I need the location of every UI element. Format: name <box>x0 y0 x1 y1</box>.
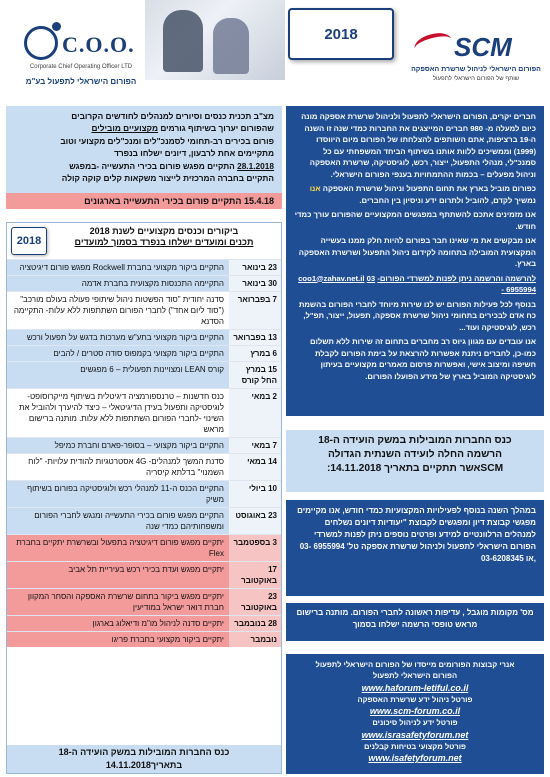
schedule-title: ביקורים וכנסים מקצועיים לשנת 2018 <box>89 226 239 236</box>
schedule-row-description: סדנה יחודית "סוד הפשטות ניהול שיתופי פעולה בעולם מורכב" ("סוד ליום אחד") לחברי הפורום השתתפות ללא עלות- התקיימה הסדנא <box>13 295 224 326</box>
coo-logo-circle-icon <box>24 26 58 60</box>
schedule-row-date: 30 בינואר <box>229 276 281 291</box>
schedule-footer <box>7 745 281 773</box>
schedule-row-date: 15 במרץ החל קורס <box>229 362 281 388</box>
schedule-rows <box>7 259 281 647</box>
header <box>0 0 550 100</box>
schedule-row-description: התקיים ביקור מקצועי בחברת Rockwell מפגש פורום דיגיטציה <box>7 260 229 275</box>
schedule-row <box>7 291 281 329</box>
schedule-row-description: התקיים ביקור מקצועי – בסופר-פארם וחברת כמיפל <box>7 438 229 453</box>
schedule-panel <box>6 222 282 774</box>
link-label: פורטל מקצועי בטיחות קבלנים <box>364 741 466 751</box>
intro-text: התקיים מפגש פורום בכירי התעשייה -במפגש <box>69 160 238 171</box>
intro-box <box>6 106 282 202</box>
scm-swoosh-icon <box>412 29 454 58</box>
schedule-row-date: 7 במאי <box>229 438 281 453</box>
schedule-row <box>7 534 281 561</box>
schedule-row <box>7 453 281 480</box>
groups-box: במהלך השנה בנוסף לפעילויות המקצועיות כמדי חודש, אנו מקיימים מפגשי קבוצת דיון ומפגשים לקבוצת "יעודיות דיונים נשלחים למנהלים הרלוונטיים למידע ופרטים נוספים ניתן לפנות למשרדי הפורום הישראלי לתפעול ולניהול שרשרת אספקה טל' 6955994 -03 ,או 03-6208345 <box>286 500 544 596</box>
website-link[interactable]: www.haforum-letiful.co.il <box>361 682 469 693</box>
intro-line <box>14 160 274 172</box>
website-link[interactable]: www.scm-forum.co.il <box>369 706 461 717</box>
intro-line: מצ"ב תכנית כנסים וסיורים למנהלים לחודשים הקרובים <box>71 111 274 121</box>
schedule-footer-line: כנס החברות המובילות במשק הועידה ה-18 <box>58 747 230 757</box>
scm-logo-hebrew-sub: שותף של הפורום הישראלי לתפעול <box>432 76 520 82</box>
schedule-row-date: 23 בינואר <box>229 260 281 275</box>
schedule-row-description: יתקיים ביקור מקצועי בחברת פריגו <box>7 632 229 647</box>
intro-line: התקיים בחברה המרכזית לייצור משקאות קלים קוקה קולה <box>61 173 274 184</box>
schedule-row <box>7 388 281 437</box>
conference-line: SCMאשר תתקיים בתאריך 14.11.2018: <box>326 463 504 474</box>
schedule-row-date: 3 בספטמבר <box>229 535 281 561</box>
about-paragraph <box>294 273 536 296</box>
intro-text: שהפורום יערוך בשיתוף גורמים <box>158 123 274 134</box>
intro-link[interactable]: מקצועיים מובילים <box>91 123 159 134</box>
coo-logo-hebrew: הפורום הישראלי לתפעול בע"מ <box>25 77 137 86</box>
schedule-row-description: התקיים הכנס ה-11 למנהלי רכש ולוגיסטיקה בפורום בשיתוף משיק <box>7 481 229 507</box>
links-intro: אנרי קבוצות הפורומים מייסדו של הפורום הישראלי לתפעול <box>315 660 515 669</box>
coo-logo-dot-icon <box>52 22 61 31</box>
schedule-row-date: 14 במאי <box>229 454 281 480</box>
link-label: הפורום הישראלי לתפעול <box>372 671 458 681</box>
schedule-row-date: נובמבר <box>229 632 281 647</box>
coo-logo-text: C.O.O. <box>62 32 135 57</box>
schedule-row-description: התקיימה התכנסות מקצועית בחברת אדמה <box>7 276 229 291</box>
schedule-row <box>7 259 281 275</box>
schedule-subtitle: תכנים ומועדים ישלחו בנפרד בסמוך למועדים <box>74 237 254 247</box>
about-paragraph: חברים יקרים, הפורום הישראלי לתפעול ולניהול שרשרת אספקה מונה כיום למעלה מ- 980 חברים המייצגים את החברות כמדי שנה זו השנה ה-19 ברציפות, אתם השותפים להצלחתו של הפורום מיום היווסדו (1999) וממשיכים ללוות אותנו בשיתוף הביחד המשפחתי עם כל סמנכ"לי, מנהלי התפעול, ייצור, רכש, לוגיסטיקה, שרשרת האספקה וניהול מפעלים – בכמות ההתמחויות בענפי הפורום הישראלי. <box>301 112 536 179</box>
about-text: כפורום מוביל בארץ את תחום התפעול וניהול שרשרת האספקה <box>320 184 536 193</box>
person-silhouette <box>213 18 249 74</box>
schedule-row-date: 10 ביולי <box>229 481 281 507</box>
forum-date-bar: 15.4.18 התקיים פורום בכירי התעשייה בארגונים <box>6 193 282 209</box>
schedule-row-description: סדנת המשך למנהלים- 4G אסטרטגיות להודית עלויות- "לוח השמנוי" בדלתא קיסריה <box>28 457 224 477</box>
schedule-row <box>7 480 281 507</box>
phone-number: 03 - 6955994 <box>366 273 536 294</box>
intro-line: מתקיימים אחת לרבעון, דיונים ישלחו בנפרד <box>114 148 274 159</box>
schedule-row <box>7 588 281 615</box>
schedule-row <box>7 329 281 345</box>
schedule-year-badge: 2018 <box>11 227 47 255</box>
schedule-row <box>7 437 281 453</box>
intro-line <box>14 122 274 134</box>
about-highlight: אנו <box>309 184 321 193</box>
coo-logo <box>18 22 138 92</box>
year-box: 2018 <box>288 8 394 60</box>
scm-logo-text: SCM <box>454 32 512 62</box>
schedule-row-description: התקיים ביקור מקצועי בקמפוס סודה סטרים / להבים <box>7 346 229 361</box>
schedule-row <box>7 275 281 291</box>
about-text: נמשיך לקדם, להוביל ולתרום ידע וניסיון בין החברים. <box>359 195 536 205</box>
schedule-row-description: יתקיים מפגש ביקור בתחום שרשרת האספקה והסחר המקוון חברת דואר ישראל במודיעין <box>7 589 229 615</box>
schedule-row <box>7 507 281 534</box>
schedule-row-description: כנס חדשנות – טרנספורמציה דיגיטלית בשיתוף מייקרוסופט- לוגיסטיקה ותפעול בעידן הדיגיטאלי – כיצד להיערך ולהוביל את השינוי -לחברי הפורום השתתפות ללא עלות. מותנה ברישום מראש <box>18 392 224 434</box>
header-photo <box>145 0 285 80</box>
scm-logo-hebrew: הפורום הישראלי לניהול שרשרת האספקה <box>411 66 541 73</box>
about-paragraph: אנו מבקשים את מי שאינו חבר בפורום להיות חלק ממנו בעשייה המקצועית המובילה בתחומה לקידום ניהול התפעול ושרשרת האספקה בארץ. <box>298 236 536 268</box>
schedule-row-date: 7 בפברואר <box>229 292 281 329</box>
intro-date: 28.1.2018 <box>237 160 274 171</box>
link-label: פורטל ידע לניהול סיכונים <box>372 718 458 728</box>
website-link[interactable]: www.isafetyforum.net <box>368 753 462 764</box>
schedule-row-description: יתקיים מפגש פורום דיגיטציה בתפעול ובשרשרת יתקיים בחברת Flex <box>7 535 229 561</box>
schedule-row <box>7 631 281 647</box>
schedule-footer-line: בתאריך14.11.2018 <box>105 760 183 770</box>
schedule-row-description: יתקיים מפגש ועדת בכירי רכש בעיריית תל אביב <box>7 562 229 588</box>
about-paragraph <box>294 183 536 206</box>
conference-box <box>286 430 544 492</box>
schedule-row-description: התקיים מפגש פורום בכירי התעשייה ומנגש לחברי הפורום ומשפחותיהם כמדי שנה <box>7 508 229 534</box>
schedule-row-date: 13 בפברואר <box>229 330 281 345</box>
about-paragraph: בנוסף לכל פעילות הפורום יש לנו שירות מיוחד לחברי הפורום בהשמת כח אדם לבכירים בתחומי ניהול שרשרת אספקה, תפעול, ייצור, תפ"ל, רכש, לוגיסטיקה ועוד... <box>298 299 536 332</box>
schedule-row <box>7 361 281 388</box>
links-box <box>286 654 544 774</box>
conference-line: הרשמה החלה לועידה השנתית הגדולה <box>327 449 503 460</box>
schedule-row-description: קורס LEAN ומצויינות תפעולית – 6 מפגשים <box>7 362 229 388</box>
schedule-row-date: 17 באוקטובר <box>229 562 281 588</box>
about-registration-text: להרשמה והרשמה ניתן לפנות למשרדי הפורום- <box>377 273 536 283</box>
schedule-row-date: 28 בנובמבר <box>229 616 281 631</box>
about-box <box>286 106 544 416</box>
schedule-row <box>7 345 281 361</box>
about-paragraph: אנו מזמינים אתכם להשתתף במפגשים המקצועיים שהפורום עורך כמדי חודש. <box>294 210 536 231</box>
link-label: פורטל ניהול ידע שרשרת האספקה <box>357 694 473 704</box>
scm-logo <box>408 26 544 86</box>
coo-logo-subtitle: Corporate Chief Operating Officer LTD <box>29 64 133 70</box>
intro-line: פורום בכירים רב-תחומי לסמנכ"לים ומנכ"לים מקצועי וטוב <box>60 135 274 146</box>
schedule-row <box>7 615 281 631</box>
schedule-row-description: התקיים ביקור מקצועי בתע"ש מערכות בדגש על תפעול ורכש <box>7 330 229 345</box>
seats-notice-box: מס' מקומות מוגבל , עדיפות ראשונה לחברי הפורום. מותנה ברישום מראש טופסי הרשמה ישלחו בסמוך <box>286 603 544 641</box>
conference-line: כנס החברות המובילות במשק הועידה ה-18 <box>318 435 512 446</box>
website-link[interactable]: www.israsafetyforum.net <box>361 729 469 740</box>
schedule-row-date: 23 באוגוסט <box>229 508 281 534</box>
person-silhouette <box>163 10 203 72</box>
schedule-row <box>7 561 281 588</box>
schedule-row-date: 2 במאי <box>229 389 281 437</box>
schedule-row-description: יתקיים סדנה לניהול מו"מ ודיאלוג בארגון <box>7 616 229 631</box>
email-link[interactable]: coo1@zahav.net.il <box>298 273 365 283</box>
schedule-row-date: 23 באוקטובר <box>229 589 281 615</box>
about-paragraph: אנו עובדים עם מגוון גיוס רב מחברים בתחום זה שירות ללא תשלום כמו-כן, לחברים ניתנת אפשרות להרצאת על בימת הפורום לקבלת חשיפה ומיצוב אישי, ואפשרות פרסום מאמרים מקצועיים בעיתון לוגיסטיקה המוביל בארץ של מידע הפועלו הפורום. <box>310 337 536 381</box>
schedule-row-date: 6 במרץ <box>229 346 281 361</box>
